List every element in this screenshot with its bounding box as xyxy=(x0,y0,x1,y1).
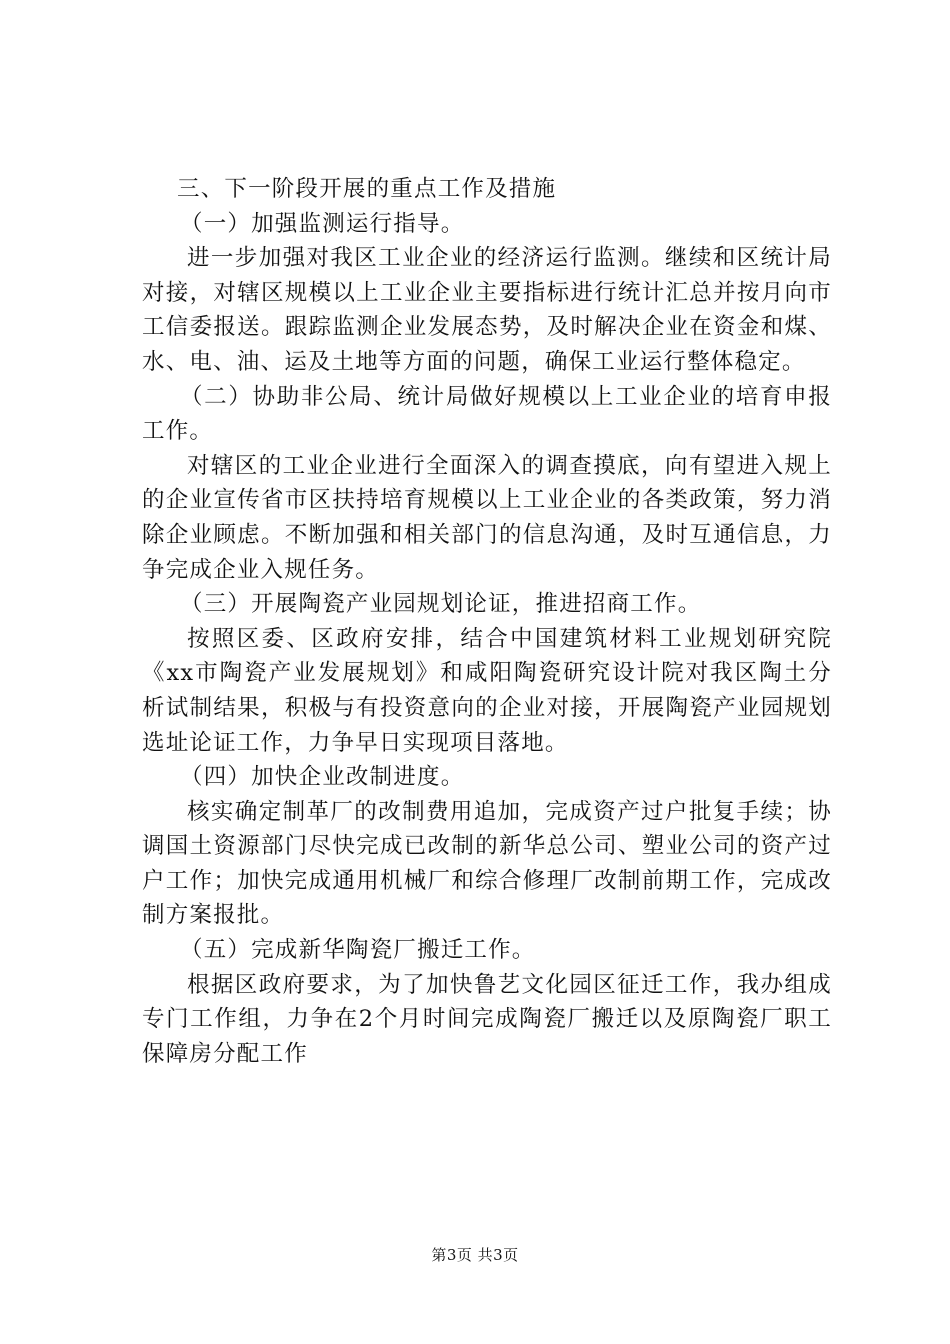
subsection-heading-3: （三）开展陶瓷产业园规划论证，推进招商工作。 xyxy=(180,591,702,618)
subsection-heading-1: （一）加强监测运行指导。 xyxy=(180,210,465,237)
body-paragraph-1: 进一步加强对我区工业企业的经济运行监测。继续和区统计局对接，对辖区规模以上工业企业主要指标进行统计汇总并按月向市工信委报送。跟踪监测企业发展态势，及时解决企业在资金和煤、水、电、油、运及土地等方面的问题，确保工业运行整体稳定。 xyxy=(142,245,832,375)
body-paragraph-3: 按照区委、区政府安排，结合中国建筑材料工业规划研究院《xx市陶瓷产业发展规划》和咸阳陶瓷研究设计院对我区陶土分析试制结果，积极与有投资意向的企业对接，开展陶瓷产业园规划选址论证工作，力争早日实现项目落地。 xyxy=(142,625,832,756)
subsection-heading-2: （二）协助非公局、统计局做好规模以上工业企业的培育申报工作。 xyxy=(142,383,832,445)
body-paragraph-4: 核实确定制革厂的改制费用追加，完成资产过户批复手续；协调国土资源部门尽快完成已改制的新华总公司、塑业公司的资产过户工作；加快完成通用机械厂和综合修理厂改制前期工作，完成改制方案报批。 xyxy=(142,798,832,929)
subsection-heading-4: （四）加快企业改制进度。 xyxy=(180,764,465,791)
page-number-footer: 第3页 共3页 xyxy=(431,1246,519,1264)
body-paragraph-2: 对辖区的工业企业进行全面深入的调查摸底，向有望进入规上的企业宣传省市区扶持培育规模以上工业企业的各类政策，努力消除企业顾虑。不断加强和相关部门的信息沟通，及时互通信息，力争完成企业入规任务。 xyxy=(142,452,832,583)
section-heading: 三、下一阶段开展的重点工作及措施 xyxy=(177,176,557,202)
document-body xyxy=(142,172,832,1071)
subsection-heading-5: （五）完成新华陶瓷厂搬迁工作。 xyxy=(180,937,536,964)
body-paragraph-5: 根据区政府要求，为了加快鲁艺文化园区征迁工作，我办组成专门工作组，力争在2个月时间完成陶瓷厂搬迁以及原陶瓷厂职工保障房分配工作 xyxy=(142,971,832,1067)
